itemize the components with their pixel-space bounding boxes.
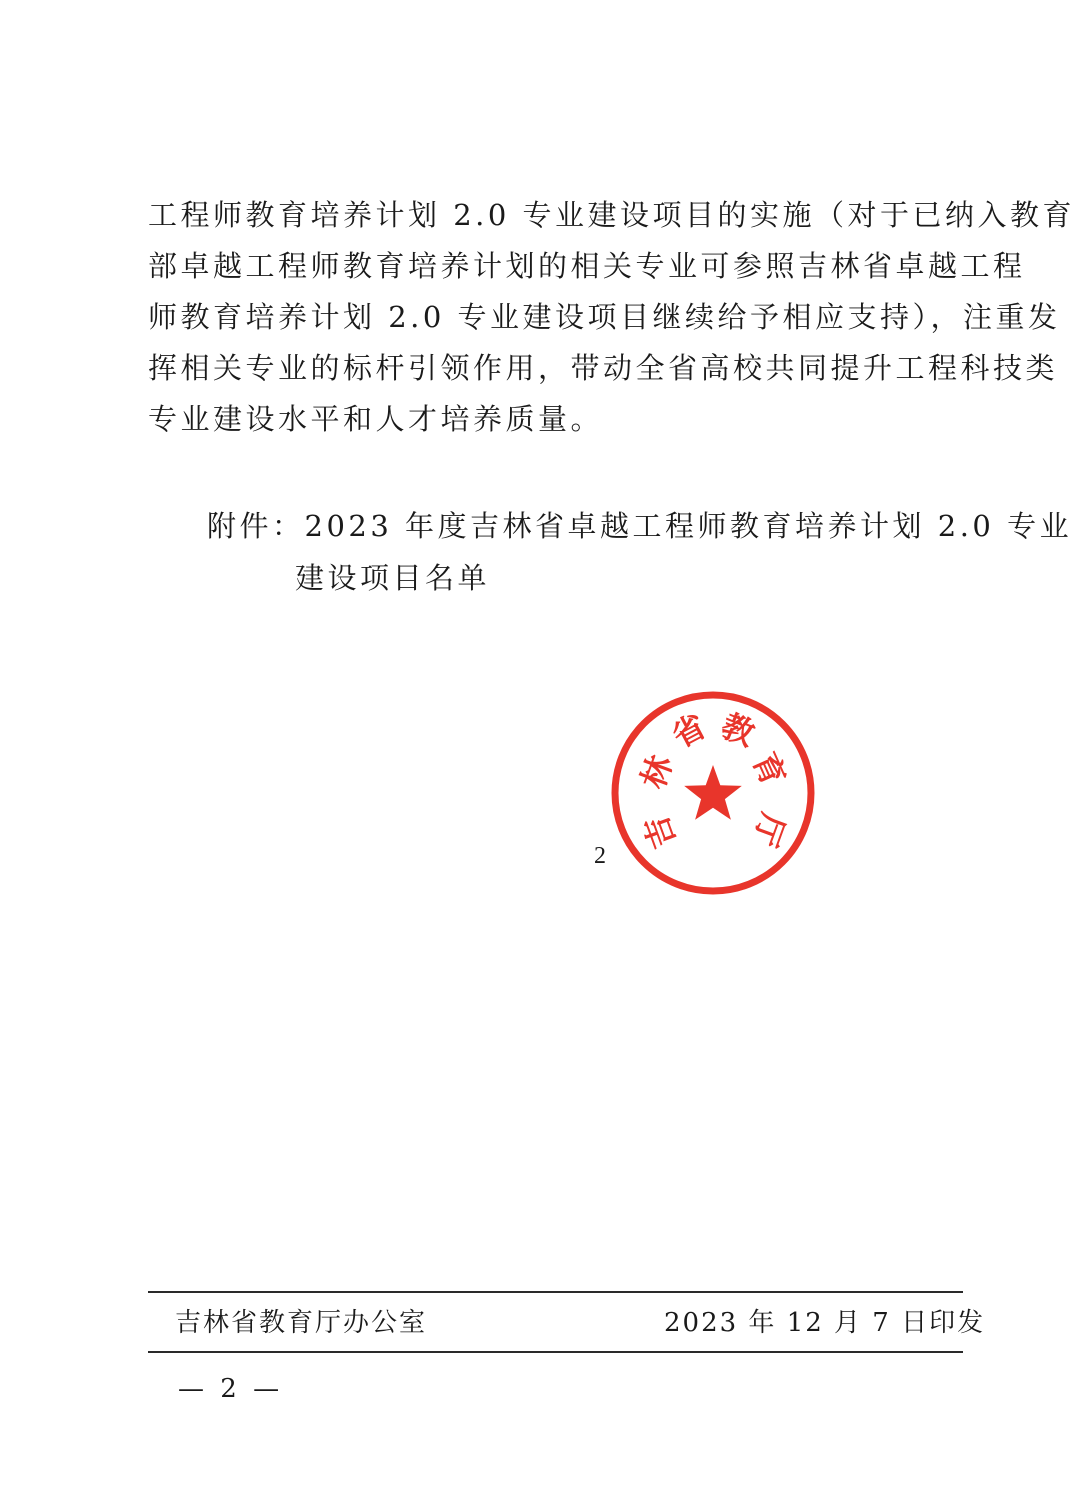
body-line-5: 专业建设水平和人才培养质量。 bbox=[148, 402, 604, 436]
body-line-1: 工程师教育培养计划 2.0 专业建设项目的实施（对于已纳入教育 bbox=[148, 198, 1076, 232]
attachment-label: 附件： bbox=[207, 509, 305, 543]
attachment-title-line-2: 建设项目名单 bbox=[295, 561, 491, 595]
body-line-4: 挥相关专业的标杆引领作用，带动全省高校共同提升工程科技类 bbox=[148, 351, 1059, 385]
body-line-3: 师教育培养计划 2.0 专业建设项目继续给予相应支持），注重发 bbox=[148, 300, 1061, 334]
official-seal bbox=[608, 688, 818, 898]
seal-char-1: 吉 bbox=[636, 810, 684, 854]
footer-bottom-rule bbox=[148, 1351, 963, 1353]
signature-mark: 2 bbox=[594, 843, 606, 869]
seal-char-4: 教 bbox=[716, 706, 760, 754]
seal-char-2: 林 bbox=[633, 750, 681, 794]
seal-char-5: 育 bbox=[745, 746, 793, 792]
attachment-note bbox=[207, 500, 1072, 604]
seal-char-6: 厅 bbox=[745, 808, 793, 852]
seal-text bbox=[608, 688, 818, 898]
body-paragraph bbox=[148, 190, 1076, 445]
footer-top-rule bbox=[148, 1291, 963, 1293]
body-line-2: 部卓越工程师教育培养计划的相关专业可参照吉林省卓越工程 bbox=[148, 249, 1026, 283]
seal-char-3: 省 bbox=[665, 706, 713, 756]
attachment-title-line-1: 2023 年度吉林省卓越工程师教育培养计划 2.0 专业 bbox=[304, 509, 1073, 543]
footer-issue-date: 2023 年 12 月 7 日印发 bbox=[664, 1308, 986, 1338]
page-number: — 2 — bbox=[178, 1374, 284, 1404]
footer-issuer: 吉林省教育厅办公室 bbox=[175, 1308, 428, 1338]
